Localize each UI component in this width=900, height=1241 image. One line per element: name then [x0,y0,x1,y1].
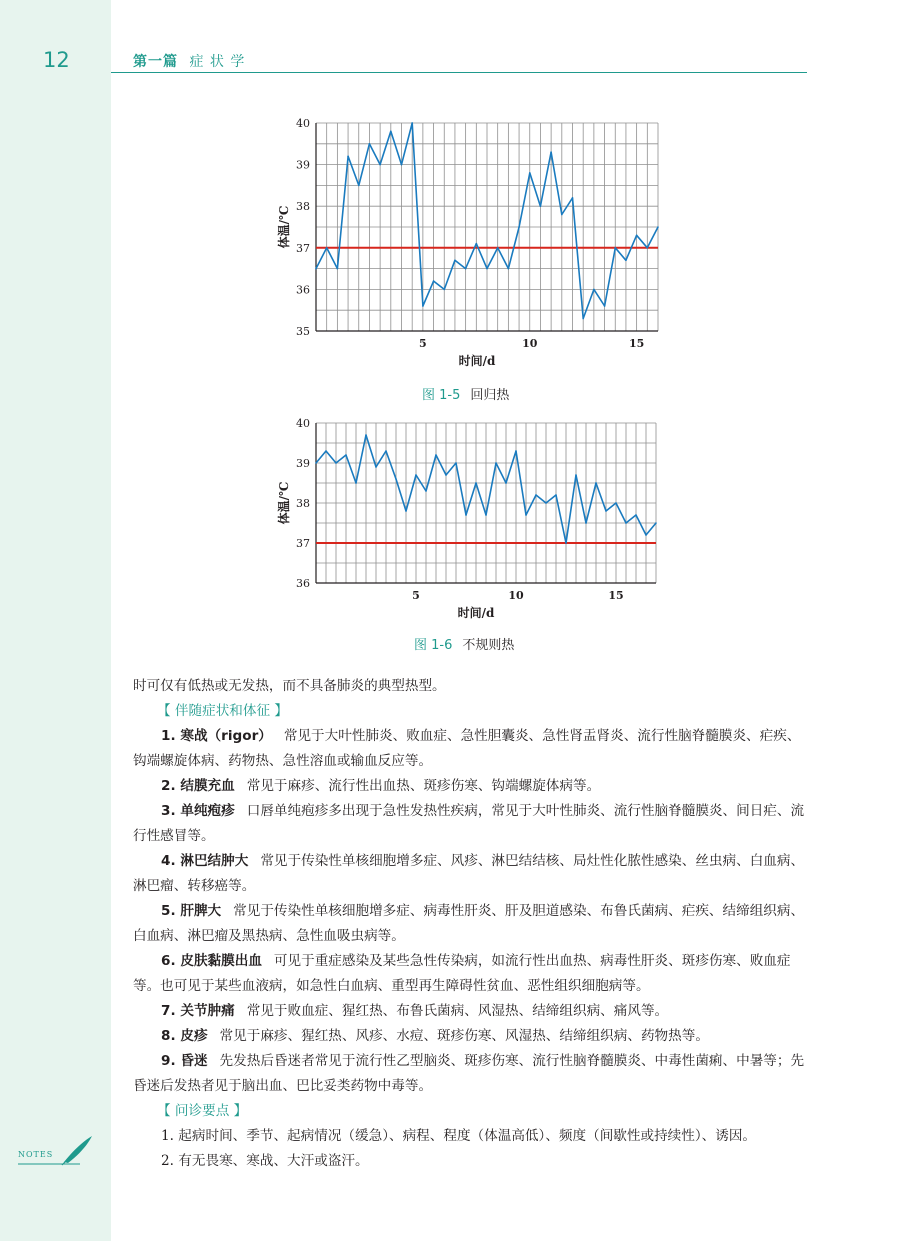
data-point [565,542,567,544]
symptom-item [133,849,813,899]
data-point [505,482,507,484]
data-point [518,226,520,228]
data-point [486,268,488,270]
data-point [561,214,563,216]
data-point [508,268,510,270]
data-point [647,247,649,249]
symptom-description: 常见于传染性单核细胞增多症、风疹、淋巴结结核、局灶性化脓性感染、丝虫病、白血病、淋巴瘤、转移癌等。 [133,853,805,894]
data-point [390,131,392,133]
data-point [345,454,347,456]
x-axis-label: 时间/d [457,606,495,620]
symptom-term: 1. 寒战（rigor） [161,728,272,744]
symptom-description: 常见于传染性单核细胞增多症、病毒性肝炎、肝及胆道感染、布鲁氏菌病、疟疾、结缔组织病、白血病、淋巴瘤及黑热病、急性血吸虫病等。 [133,903,805,944]
data-point [645,534,647,536]
body-text [133,674,813,1174]
part-label: 第一篇 [133,54,178,70]
figure-number: 图 1-5 [422,388,461,403]
data-point [465,268,467,270]
data-point [375,466,377,468]
symptom-term: 3. 单纯疱疹 [161,803,235,819]
data-point [335,462,337,464]
data-point [455,462,457,464]
data-point [395,478,397,480]
data-point [593,289,595,291]
data-point [545,502,547,504]
symptom-description: 常见于麻疹、猩红热、风疹、水痘、斑疹伤寒、风湿热、结缔组织病、药物热等。 [219,1028,709,1044]
data-point [604,305,606,307]
data-point [325,450,327,452]
data-point [454,259,456,261]
data-point [326,247,328,249]
question-item: 1. 起病时间、季节、起病情况（缓急）、病程、程度（体温高低）、频度（间歇性或持续性）、诱因。 [161,1128,757,1144]
symptom-description: 常见于大叶性肺炎、败血症、急性胆囊炎、急性肾盂肾炎、流行性脑脊髓膜炎、疟疾、钩端螺旋体病、药物热、急性溶血或输血反应等。 [133,728,801,769]
data-point [595,482,597,484]
data-point [411,122,413,124]
data-point [585,522,587,524]
figure-caption-1-6 [414,634,514,653]
symptom-term: 6. 皮肤黏膜出血 [161,953,262,969]
figure-number: 图 1-6 [414,638,453,653]
symptom-item [133,799,813,849]
data-point [315,268,317,270]
notes-label: NOTES [18,1150,54,1159]
symptom-list [133,724,813,1099]
x-tick-label: 15 [628,337,645,350]
symptom-term: 9. 昏迷 [161,1053,208,1069]
data-point [405,510,407,512]
symptom-description: 口唇单纯疱疹多出现于急性发热性疾病，常见于大叶性肺炎、流行性脑脊髓膜炎、间日疟、流行性感冒等。 [133,803,805,844]
chapter-title: 症 状 学 [189,54,246,70]
data-point [575,474,577,476]
data-point [485,514,487,516]
x-tick-label: 5 [412,589,420,602]
y-tick-label: 36 [296,283,310,297]
plot-area [276,417,657,620]
page-number: 12 [43,48,70,72]
data-point [582,318,584,320]
symptom-description: 可见于重症感染及某些急性传染病，如流行性出血热、病毒性肝炎、斑疹伤寒、败血症等。也可见于某些血液病，如急性白血病、重型再生障碍性贫血、恶性组织细胞病等。 [133,953,791,994]
data-point [465,514,467,516]
data-point [385,450,387,452]
data-point [615,502,617,504]
data-point [605,510,607,512]
data-point [379,164,381,166]
y-tick-label: 36 [296,577,310,590]
data-point [476,243,478,245]
figure-title: 回归热 [470,388,510,403]
symptom-item [133,1049,813,1099]
data-point [614,247,616,249]
paragraph-intro: 时可仅有低热或无发热，而不具备肺炎的典型热型。 [133,678,446,694]
data-point [497,247,499,249]
data-point [657,226,659,228]
symptom-term: 4. 淋巴结肿大 [161,853,249,869]
y-axis-label: 体温/℃ [277,205,291,249]
x-tick-label: 10 [522,337,538,350]
symptom-item [133,999,813,1024]
y-tick-label: 40 [296,117,310,130]
data-point [358,185,360,187]
symptom-term: 8. 皮疹 [161,1028,208,1044]
question-list [133,1124,813,1174]
question-item: 2. 有无畏寒、寒战、大汗或盗汗。 [161,1153,369,1169]
section-heading-history-taking: 【 问诊要点 】 [157,1103,248,1119]
data-point [625,259,627,261]
data-point [495,462,497,464]
plot-area [276,117,659,368]
y-tick-label: 38 [296,200,310,214]
data-point [443,289,445,291]
data-point [635,514,637,516]
notes-emblem [18,1132,104,1172]
section-heading-accompanying-signs: 【 伴随症状和体征 】 [157,703,288,719]
data-point [355,482,357,484]
pen-icon [18,1132,104,1172]
header-rule [111,72,807,73]
symptom-description: 先发热后昏迷者常见于流行性乙型脑炎、斑疹伤寒、流行性脑脊髓膜炎、中毒性菌痢、中暑等；先昏迷后发热者见于脑出血、巴比妥类药物中毒等。 [133,1053,805,1094]
symptom-item [133,949,813,999]
y-tick-label: 35 [296,325,310,338]
symptom-term: 7. 关节肿痛 [161,1003,235,1019]
symptom-description: 常见于败血症、猩红热、布鲁氏菌病、风湿热、结缔组织病、痛风等。 [246,1003,669,1019]
y-tick-label: 39 [296,158,310,172]
y-tick-label: 39 [296,457,310,470]
data-point [535,494,537,496]
x-tick-label: 10 [508,589,524,602]
data-point [636,235,638,237]
data-point [369,143,371,145]
data-point [422,305,424,307]
data-point [401,164,403,166]
y-tick-label: 37 [296,537,310,550]
figure-caption-1-5 [422,384,509,403]
figure-title: 不规则热 [462,638,515,653]
x-tick-label: 5 [419,337,427,350]
y-axis-label: 体温/℃ [277,481,291,525]
data-point [655,522,657,524]
data-point [435,454,437,456]
x-axis-label: 时间/d [458,354,496,368]
data-point [433,280,435,282]
data-point [625,522,627,524]
data-point [572,197,574,199]
data-point [425,490,427,492]
data-point [475,482,477,484]
y-tick-label: 38 [296,497,310,510]
data-point [347,155,349,157]
data-point [445,474,447,476]
chart-relapsing-fever [270,100,690,370]
data-point [555,494,557,496]
symptom-term: 5. 肝脾大 [161,903,222,919]
notes-margin-band [0,0,111,1241]
symptom-term: 2. 结膜充血 [161,778,235,794]
data-point [415,474,417,476]
data-point [315,462,317,464]
data-point [515,450,517,452]
symptom-item [133,899,813,949]
data-point [525,514,527,516]
data-point [529,172,531,174]
x-tick-label: 15 [608,589,624,602]
symptom-item [133,1024,813,1049]
data-point [365,434,367,436]
y-tick-label: 40 [296,417,310,430]
y-tick-label: 37 [296,241,310,255]
symptom-item [133,774,813,799]
symptom-description: 常见于麻疹、流行性出血热、斑疹伤寒、钩端螺旋体病等。 [246,778,601,794]
data-point [337,268,339,270]
chart-irregular-fever [270,412,690,624]
data-point [540,205,542,207]
running-header [133,51,245,71]
symptom-item [133,724,813,774]
data-point [550,151,552,153]
